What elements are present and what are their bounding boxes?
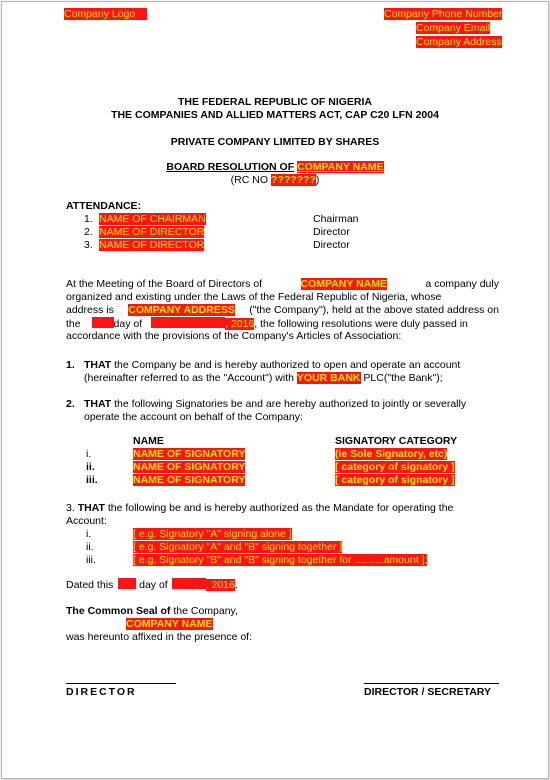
resolution-1-line-2 <box>84 372 443 384</box>
resolution-1-line-1 <box>84 359 460 371</box>
director-signature-line <box>66 683 176 684</box>
seal-company-name: COMPANY NAME <box>126 618 213 630</box>
resolution-prefix: BOARD RESOLUTION OF <box>166 161 295 173</box>
dated-mid: day of <box>139 579 168 591</box>
meeting-text-1b: a company duly <box>425 278 499 290</box>
rc-number-placeholder: ??????? <box>270 174 316 186</box>
signatory-num-3: iii. <box>86 474 98 486</box>
attendee-role-3: Director <box>313 239 350 251</box>
seal-bold: The Common Seal of <box>66 605 171 617</box>
seal-line-1 <box>66 605 238 617</box>
title-act: THE COMPANIES AND ALLIED MATTERS ACT, CAP C20 LFN 2004 <box>111 109 439 121</box>
resolution-1-text-2b: PLC("the Bank"); <box>363 372 443 384</box>
attendee-name-2: NAME OF DIRECTOR <box>99 226 205 238</box>
meeting-company-name: COMPANY NAME <box>300 278 388 290</box>
rc-number-line <box>2 174 548 186</box>
signatory-num-1: i. <box>86 448 92 460</box>
mandate-num-2: ii. <box>86 541 94 553</box>
secretary-signature-line <box>364 683 499 684</box>
attendance-heading: ATTENDANCE: <box>66 200 142 212</box>
resolution-3-number: 3. <box>66 502 75 514</box>
signatory-category-2: [ category of signatory ] <box>335 461 455 473</box>
attendee-name-3: NAME OF DIRECTOR <box>99 239 205 251</box>
meeting-line-1 <box>66 278 499 290</box>
resolution-3-line-2: Account: <box>66 515 107 527</box>
signatory-category-3: [ category of signatory ] <box>335 474 455 486</box>
company-phone-placeholder: Company Phone Number <box>384 8 503 20</box>
company-address-placeholder: Company Address <box>416 36 502 48</box>
mandate-num-1: i. <box>86 528 92 540</box>
dated-suffix: . <box>234 579 238 591</box>
resolution-3-text-1: the following be and is hereby authorized as the Mandate for operating the <box>107 502 454 514</box>
title-republic: THE FEDERAL REPUBLIC OF NIGERIA <box>177 96 373 108</box>
signatory-num-2: ii. <box>86 461 95 473</box>
dated-line <box>66 578 238 591</box>
resolution-1-text-2a: (hereinafter referred to as the "Account") with <box>84 372 294 384</box>
attendance-num-3: 3. <box>84 239 93 251</box>
resolution-2-number: 2. <box>66 398 75 410</box>
signatory-category-1: (ie Sole Signatory, etc) <box>335 448 448 460</box>
resolution-1-that: THAT <box>84 359 112 371</box>
seal-line-3: was hereunto affixed in the presence of: <box>66 631 253 643</box>
signatory-name-3: NAME OF SIGNATORY <box>133 474 246 486</box>
signatory-name-2: NAME OF SIGNATORY <box>133 461 246 473</box>
signatory-name-1: NAME OF SIGNATORY <box>133 448 246 460</box>
document-page <box>1 1 549 779</box>
company-logo-placeholder: Company Logo <box>64 8 147 20</box>
meeting-line-2: organized and existing under the Laws of the Federal Republic of Nigeria, whose <box>66 291 442 303</box>
meeting-company-address: COMPANY ADDRESS <box>128 304 235 316</box>
signatory-category-header: SIGNATORY CATEGORY <box>335 435 458 447</box>
mandate-item-1: [ e.g. Signatory "A" signing alone ] <box>133 528 292 540</box>
resolution-1-text-1: the Company be and is hereby authorized to open and operate an account <box>114 359 461 371</box>
mandate-item-2: [ e.g. Signatory "A" and "B" signing together ] <box>133 541 343 553</box>
meeting-text-3a: address is <box>66 304 114 316</box>
meeting-line-3 <box>66 304 499 316</box>
mandate-num-3: iii. <box>86 554 96 566</box>
dated-day-placeholder <box>118 578 136 589</box>
director-signature-label: DIRECTOR <box>66 686 137 698</box>
resolution-2-line-1 <box>84 398 466 410</box>
meeting-text-4c: , the following resolutions were duly passed in <box>254 318 468 330</box>
dated-month-placeholder <box>172 578 206 589</box>
meeting-text-4a: the <box>66 318 81 330</box>
meeting-line-4 <box>66 317 468 330</box>
meeting-text-3b: ("the Company"), held at the above stated address on <box>249 304 499 316</box>
attendee-role-1: Chairman <box>313 213 359 225</box>
mandate-item-3: [ e.g. Signatory "B" and "B" signing together for ..........amount ]; <box>133 554 428 566</box>
company-name-placeholder: COMPANY NAME <box>297 161 384 173</box>
attendee-role-2: Director <box>313 226 350 238</box>
resolution-2-that: THAT <box>84 398 112 410</box>
dated-year-placeholder: , 2016 <box>205 579 235 591</box>
attendee-name-1: NAME OF CHAIRMAN <box>99 213 206 225</box>
resolution-3-line-1 <box>66 502 453 514</box>
meeting-text-4b: day of <box>113 318 143 330</box>
meeting-year-placeholder: , 2016 <box>225 318 255 330</box>
resolution-2-line-2: operate the account on behalf of the Company: <box>84 411 303 423</box>
bank-name-placeholder: YOUR BANK <box>296 372 361 384</box>
resolution-3-that: THAT <box>77 502 105 514</box>
attendance-num-1: 1. <box>84 213 93 225</box>
resolution-2-text-1: the following Signatories be and are hereby authorized to jointly or severally <box>114 398 467 410</box>
secretary-signature-label: DIRECTOR / SECRETARY <box>364 686 491 698</box>
meeting-line-5: accordance with the provisions of the Company's Articles of Association: <box>66 330 402 342</box>
seal-rest: the Company, <box>173 605 238 617</box>
meeting-month-placeholder <box>151 317 225 328</box>
resolution-1-number: 1. <box>66 359 75 371</box>
title-board-resolution <box>2 161 548 173</box>
meeting-text-1a: At the Meeting of the Board of Directors of <box>66 278 263 290</box>
dated-prefix: Dated this <box>66 579 114 591</box>
company-email-placeholder: Company Email <box>416 22 491 34</box>
meeting-day-placeholder <box>92 317 114 328</box>
attendance-num-2: 2. <box>84 226 93 238</box>
rc-prefix: (RC NO <box>230 174 268 186</box>
rc-suffix: ) <box>315 174 320 186</box>
title-company-type: PRIVATE COMPANY LIMITED BY SHARES <box>170 136 380 148</box>
signatory-name-header: NAME <box>133 435 164 447</box>
